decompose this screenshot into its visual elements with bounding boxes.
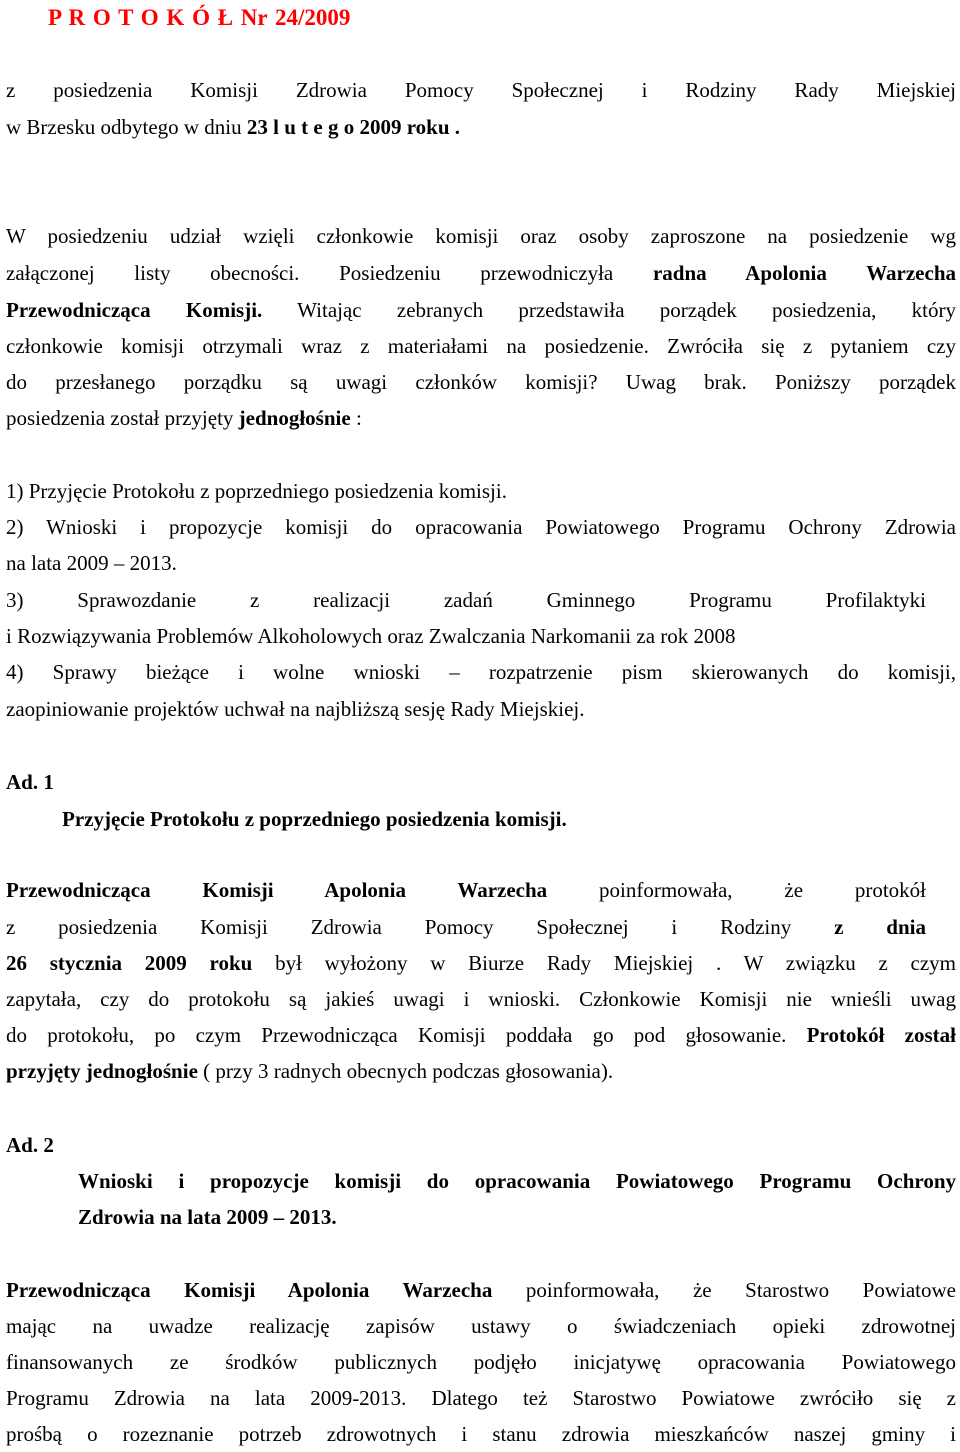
section-1-line <box>6 909 926 945</box>
previous-date: 26 stycznia 2009 roku <box>6 951 253 975</box>
section-2-line <box>6 1272 956 1308</box>
section-2-line: mając na uwadze realizację zapisów ustawy o świadczeniach opieki zdrowotnej <box>6 1314 956 1338</box>
ad-2-title-line-1 <box>78 1163 956 1199</box>
chair-role: Przewodnicząca Komisji. <box>6 298 263 322</box>
protocol-title: P R O T O K Ó Ł Nr 24/2009 <box>48 5 351 30</box>
chair-name: Przewodnicząca Komisji Apolonia Warzecha <box>6 1278 493 1302</box>
ad-2-title-text: Zdrowia na lata 2009 – 2013. <box>78 1205 337 1229</box>
agenda-item-3: 3) Sprawozdanie z realizacji zadań Gminnego Programu Profilaktyki <box>6 588 926 612</box>
decision-text: przyjęty jednogłośnie <box>6 1059 198 1083</box>
unanimous-label: jednogłośnie <box>238 406 351 430</box>
section-1-line <box>6 1053 956 1089</box>
intro-text: w Brzesku odbytego w dniu <box>6 115 247 139</box>
text-span: Witając zebranych przedstawiła porządek posiedzenia, który <box>262 298 956 322</box>
agenda-item-4-cont: zaopiniowanie projektów uchwał na najbliższą sesję Rady Miejskiej. <box>6 697 585 721</box>
section-2-line: finansowanych ze środków publicznych podjęło inicjatywę opracowania Powiatowego <box>6 1350 956 1374</box>
paragraph-line <box>6 255 956 291</box>
text-span: poinformowała, że Starostwo Powiatowe <box>492 1278 956 1302</box>
ad-1-title <box>62 801 960 837</box>
agenda-item-2-cont: na lata 2009 – 2013. <box>6 551 177 575</box>
paragraph-line: W posiedzeniu udział wzięli członkowie komisji oraz osoby zaproszone na posiedzenie wg <box>6 224 956 248</box>
agenda-item-2: 2) Wnioski i propozycje komisji do opracowania Powiatowego Programu Ochrony Zdrowia <box>6 515 956 539</box>
section-2-line: Programu Zdrowia na lata 2009-2013. Dlatego też Starostwo Powiatowe zwróciło się z <box>6 1386 956 1410</box>
paragraph-line: członkowie komisji otrzymali wraz z materiałami na posiedzenie. Zwróciła się z pytaniem czy <box>6 334 956 358</box>
decision-text: Protokół został <box>806 1023 956 1047</box>
agenda-item-3-cont: i Rozwiązywania Problemów Alkoholowych oraz Zwalczania Narkomanii za rok 2008 <box>6 624 736 648</box>
ad-2-title-text: Wnioski i propozycje komisji do opracowania Powiatowego Programu Ochrony <box>78 1169 956 1193</box>
text-span: do protokołu, po czym Przewodnicząca Komisji poddała go pod głosowanie. <box>6 1023 807 1047</box>
section-1-line <box>6 872 926 908</box>
intro-line-1: z posiedzenia Komisji Zdrowia Pomocy Społecznej i Rodziny Rady Miejskiej <box>6 78 956 102</box>
section-1-line <box>6 945 956 981</box>
text-span: załączonej listy obecności. Posiedzeniu przewodniczyła <box>6 261 653 285</box>
ad-2-heading <box>6 1127 956 1163</box>
paragraph-line <box>6 400 956 436</box>
ad-1-title-text: Przyjęcie Protokołu z poprzedniego posiedzenia komisji. <box>62 807 567 831</box>
paragraph-line <box>6 292 956 328</box>
text-span: posiedzenia został przyjęty <box>6 406 239 430</box>
section-2-line: prośbą o rozeznanie potrzeb zdrowotnych i stanu zdrowia mieszkańców naszej gminy i <box>6 1422 956 1446</box>
text-span: : <box>350 406 362 430</box>
agenda-item-4: 4) Sprawy bieżące i wolne wnioski – rozpatrzenie pism skierowanych do komisji, <box>6 660 956 684</box>
ad-1-heading <box>6 764 956 800</box>
text-span: ( przy 3 radnych obecnych podczas głosowania). <box>197 1059 614 1083</box>
ad-1-label: Ad. 1 <box>6 770 54 794</box>
intro-line-2 <box>6 109 956 145</box>
section-1-line: zapytała, czy do protokołu są jakieś uwagi i wnioski. Członkowie Komisji nie wnieśli uwag <box>6 987 956 1011</box>
text-span: z posiedzenia Komisji Zdrowia Pomocy Społecznej i Rodziny <box>6 915 835 939</box>
text-span: poinformowała, że protokół <box>547 878 926 902</box>
ad-2-title-line-2 <box>78 1199 960 1235</box>
text-span: był wyłożony w Biurze Rady Miejskiej . W związku z czym <box>252 951 956 975</box>
meeting-date: 23 l u t e g o 2009 roku . <box>246 115 461 139</box>
paragraph-line: do przesłanego porządku są uwagi członków komisji? Uwag brak. Poniższy porządek <box>6 370 956 394</box>
chair-name: Przewodnicząca Komisji Apolonia Warzecha <box>6 878 548 902</box>
chair-name: radna Apolonia Warzecha <box>652 261 957 285</box>
section-1-line <box>6 1017 956 1053</box>
date-label: z dnia <box>834 915 926 939</box>
agenda-item-1: 1) Przyjęcie Protokołu z poprzedniego posiedzenia komisji. <box>6 479 507 503</box>
ad-2-label: Ad. 2 <box>6 1133 54 1157</box>
